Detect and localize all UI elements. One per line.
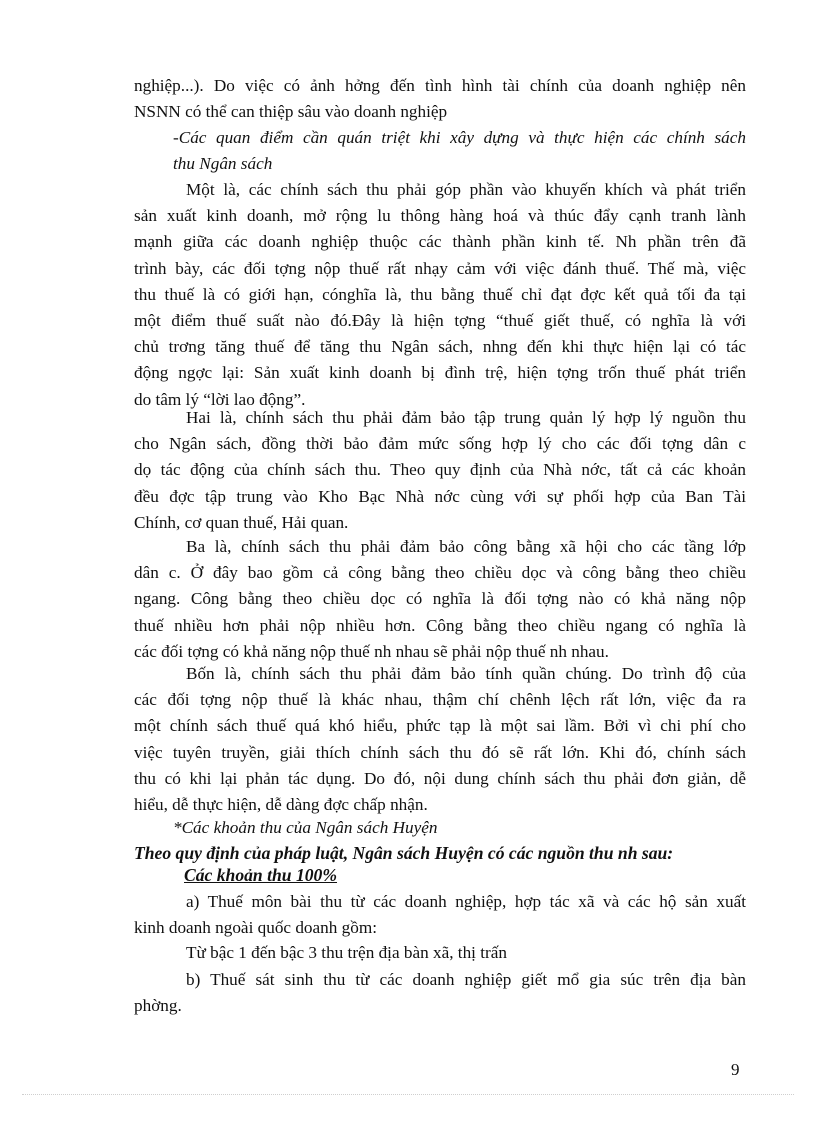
text-line: Một là, các chính sách thu phải góp phần vào khuyến khích và phát triển xyxy=(186,180,746,199)
text-line: sản xuất kinh doanh, mở rộng lu thông hàng hoá và thúc đẩy cạnh tranh lành xyxy=(134,206,746,226)
text-line: phờng. xyxy=(134,996,182,1016)
section-heading-revenues xyxy=(173,815,746,841)
page-bottom-divider xyxy=(22,1094,794,1095)
text-line: nghiệp...). Do việc có ảnh hởng đến tình hình tài chính của doanh nghiệp nên xyxy=(134,76,746,95)
paragraph-principle-four xyxy=(134,661,746,818)
page-number: 9 xyxy=(731,1060,740,1079)
text-line: b) Thuế sát sinh thu từ các doanh nghiệp giết mổ gia súc trên địa bàn xyxy=(186,970,746,989)
text-line: chủ trơng tăng thuế để tăng thu Ngân sách, nhng đến khi thực hiện lại có tác xyxy=(134,337,746,357)
paragraph-continuation xyxy=(134,73,746,125)
paragraph-item-b xyxy=(134,967,746,1019)
text-line: hiểu, dễ thực hiện, dễ dàng đợc chấp nhận. xyxy=(134,795,428,815)
text-line: thu Ngân sách xyxy=(173,154,273,174)
text-line: các đối tợng có khả năng nộp thuế nh nhau sẽ phải nộp thuế nh nhau. xyxy=(134,641,609,661)
text-line: NSNN có thể can thiệp sâu vào doanh nghiệp xyxy=(134,102,448,122)
text-line: *Các khoản thu của Ngân sách Huyện xyxy=(173,818,438,837)
text-line: động ngợc lại: Sản xuất kinh doanh bị đình trệ, hiện tợng trốn thuế phát triển xyxy=(134,363,746,383)
text-line: cho Ngân sách, đồng thời bảo đảm mức sống hợp lý cho các đối tợng dân c xyxy=(134,434,746,454)
text-line: Chính, cơ quan thuế, Hải quan. xyxy=(134,512,349,532)
text-line: a) Thuế môn bài thu từ các doanh nghiệp, hợp tác xã và các hộ sản xuất xyxy=(186,892,746,911)
text-line: dân c. Ở đây bao gồm cả công bằng theo chiều dọc và công bằng theo chiều xyxy=(134,563,746,583)
paragraph-item-a xyxy=(134,889,746,941)
paragraph-principle-one xyxy=(134,177,746,413)
text-line: các đối tợng nộp thuế là khác nhau, thậm chí chênh lệch rất lớn, việc đa ra xyxy=(134,690,746,710)
text-line: một chính sách thuế quá khó hiểu, phức tạp là một sai lầm. Bởi vì chi phí cho xyxy=(134,716,746,736)
section-heading-full-revenues xyxy=(184,862,484,888)
text-line: Từ bậc 1 đến bậc 3 thu trện địa bàn xã, thị trấn xyxy=(186,943,507,962)
text-line: Theo quy định của pháp luật, Ngân sách Huyện có các nguồn thu nh sau: xyxy=(134,843,674,863)
paragraph-principle-three xyxy=(134,534,746,665)
text-line: thuế nhiều hơn phải nộp nhiều hơn. Công bằng theo chiều ngang có nghĩa là xyxy=(134,615,746,635)
section-heading-principles xyxy=(173,125,746,177)
paragraph-item-a-detail xyxy=(134,940,746,966)
text-line: mạnh giữa các doanh nghiệp thuộc các thành phần kinh tế. Nh phần trên đã xyxy=(134,232,746,252)
text-line: việc tuyên truyền, giải thích chính sách thu đó sẽ rất lớn. Khi đó, chính sách xyxy=(134,742,746,762)
text-line: dọ tác động của chính sách thu. Theo quy định của Nhà nớc, tất cả các khoản xyxy=(134,460,746,480)
text-line: đều đợc tập trung vào Kho Bạc Nhà nớc cùng với sự phối hợp của Ban Tài xyxy=(134,486,746,506)
text-line: thu thuế là có giới hạn, cónghĩa là, thu bằng thuế chỉ đạt đợc kết quả tối đa tại xyxy=(134,284,746,304)
text-line: trình bày, các đối tợng nộp thuế rất nhạy cảm với việc đánh thuế. Thế mà, việc xyxy=(134,258,746,278)
text-line: -Các quan điểm cần quán triệt khi xây dựng và thực hiện các chính sách xyxy=(173,128,746,147)
text-line: Các khoản thu 100% xyxy=(184,865,338,885)
text-line: ngang. Công bằng theo chiều dọc có nghĩa là đối tợng nào có khả năng nộp xyxy=(134,589,746,609)
text-line: Ba là, chính sách thu phải đảm bảo công bằng xã hội cho các tầng lớp xyxy=(186,537,746,556)
text-line: do tâm lý “lời lao động”. xyxy=(134,389,306,409)
text-line: Hai là, chính sách thu phải đảm bảo tập trung quản lý hợp lý nguồn thu xyxy=(186,408,746,427)
text-line: thu có khi lại phản tác dụng. Do đó, nội dung chính sách thu phải đơn giản, dễ xyxy=(134,768,746,788)
paragraph-principle-two xyxy=(134,405,746,536)
text-line: Bốn là, chính sách thu phải đảm bảo tính quần chúng. Do trình độ của xyxy=(186,664,746,683)
text-line: kinh doanh ngoài quốc doanh gồm: xyxy=(134,918,377,938)
text-line: một điểm thuế suất nào đó.Đây là hiện tợng “thuế giết thuế, có nghĩa là với xyxy=(134,311,746,331)
